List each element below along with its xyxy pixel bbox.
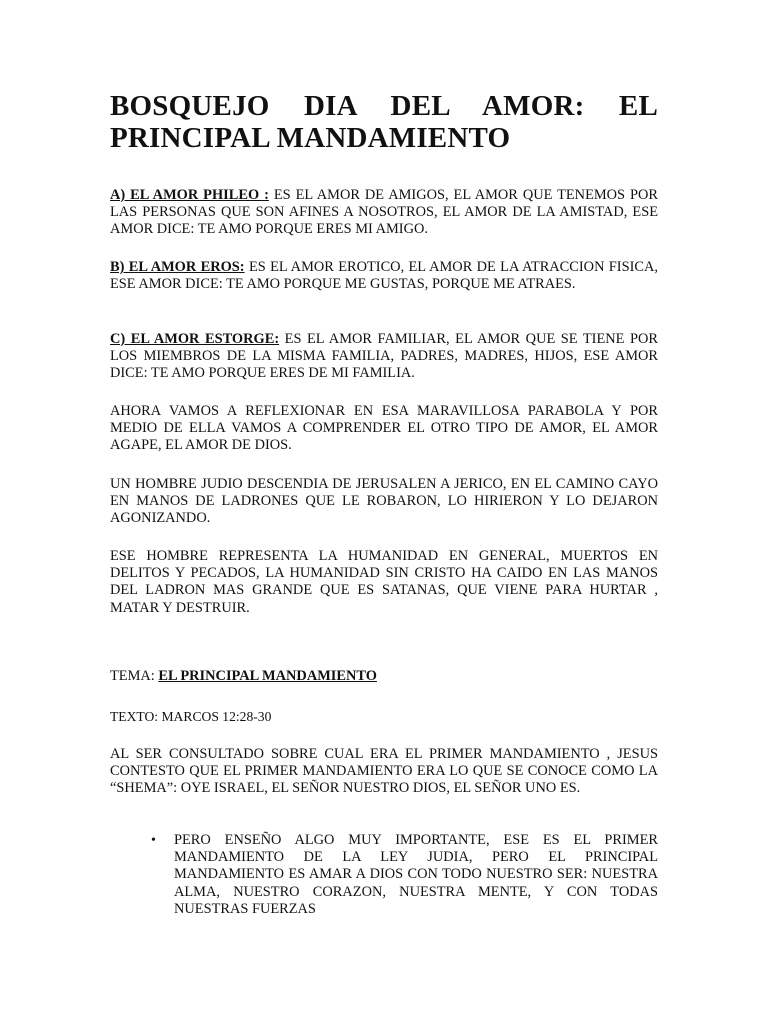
- section-estorge: [110, 331, 658, 383]
- tema-line: [110, 668, 377, 685]
- section-phileo-text: ES EL AMOR DE AMIGOS, EL AMOR QUE TENEMOS POR LAS PERSONAS QUE SON AFINES A NOSOTROS, EL AMOR DE LA AMISTAD, ESE AMOR DICE: TE AMO PORQUE ERES MI AMIGO.: [110, 187, 658, 238]
- list-item: [110, 832, 658, 918]
- section-estorge-text: ES EL AMOR FAMILIAR, EL AMOR QUE SE TIENE POR LOS MIEMBROS DE LA MISMA FAMILIA, PADRES, MADRES, HIJOS, ESE AMOR DICE: TE AMO PORQUE ERES DE MI FAMILIA.: [110, 331, 658, 382]
- paragraph-shema: AL SER CONSULTADO SOBRE CUAL ERA EL PRIMER MANDAMIENTO , JESUS CONTESTO QUE EL PRIMER MANDAMIENTO ERA LO QUE SE CONOCE COMO LA “SHEMA”: OYE ISRAEL, EL SEÑOR NUESTRO DIOS, EL SEÑOR UNO ES.: [110, 746, 658, 797]
- texto-reference: TEXTO: MARCOS 12:28-30: [110, 709, 272, 724]
- section-estorge-heading: C) EL AMOR ESTORGE:: [110, 331, 280, 347]
- paragraph-hombre-judio: UN HOMBRE JUDIO DESCENDIA DE JERUSALEN A JERICO, EN EL CAMINO CAYO EN MANOS DE LADRONES QUE LE ROBARON, LO HIRIERON Y LO DEJARON AGONIZANDO.: [110, 476, 658, 527]
- section-eros: [110, 259, 658, 293]
- bullet-text: PERO ENSEÑO ALGO MUY IMPORTANTE, ESE ES EL PRIMER MANDAMIENTO DE LA LEY JUDIA, PERO EL PRINCIPAL MANDAMIENTO ES AMAR A DIOS CON TODO NUESTRO SER: NUESTRA ALMA, NUESTRO CORAZON, NUESTRA MENTE, Y CON TODAS NUESTRAS FUERZAS: [174, 832, 658, 917]
- section-eros-heading: B) EL AMOR EROS:: [110, 259, 245, 275]
- tema-title: EL PRINCIPAL MANDAMIENTO: [158, 668, 377, 684]
- tema-label: TEMA:: [110, 668, 159, 684]
- bullet-list: [110, 832, 658, 918]
- section-phileo-heading: A) EL AMOR PHILEO :: [110, 187, 269, 203]
- bullet-icon: •: [151, 833, 156, 848]
- section-eros-text: ES EL AMOR EROTICO, EL AMOR DE LA ATRACCION FISICA, ESE AMOR DICE: TE AMO PORQUE ME GUSTAS, PORQUE ME ATRAES.: [110, 259, 658, 293]
- paragraph-reflexion: AHORA VAMOS A REFLEXIONAR EN ESA MARAVILLOSA PARABOLA Y POR MEDIO DE ELLA VAMOS A COMPRENDER EL OTRO TIPO DE AMOR, EL AMOR AGAPE, EL AMOR DE DIOS.: [110, 403, 658, 454]
- section-phileo: [110, 187, 658, 239]
- paragraph-humanidad: ESE HOMBRE REPRESENTA LA HUMANIDAD EN GENERAL, MUERTOS EN DELITOS Y PECADOS, LA HUMANIDAD SIN CRISTO HA CAIDO EN LAS MANOS DEL LADRON MAS GRANDE QUE ES SATANAS, QUE VIENE PARA HURTAR , MATAR Y DESTRUIR.: [110, 548, 658, 616]
- document-title: BOSQUEJO DIA DEL AMOR: EL PRINCIPAL MANDAMIENTO: [110, 90, 658, 154]
